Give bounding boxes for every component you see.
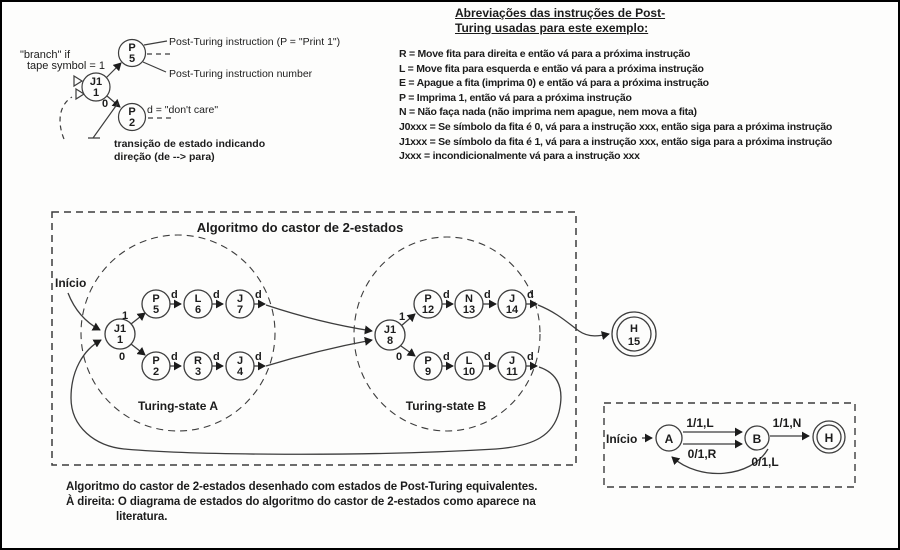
legend-node-p5-number: 5 <box>128 53 136 65</box>
legend-zero-label: 0 <box>101 98 109 110</box>
legend-callout-line-instruction <box>144 41 167 45</box>
edge-bh-label: 1/1,N <box>772 416 802 430</box>
d-label: d <box>255 289 262 301</box>
node-j1-8-number: 8 <box>386 335 394 347</box>
node-p12-letter: P <box>424 293 432 305</box>
state-diagram-labels <box>606 416 833 469</box>
abbreviation-item: J0xxx = Se símbolo da fita é 0, vá para a instrução xxx, então siga para a próxima instrução <box>399 120 833 133</box>
edge-j8-p9 <box>401 346 415 356</box>
node-j1-1-number: 1 <box>116 334 124 346</box>
abbreviations-title <box>455 6 894 36</box>
edge-ab-bottom-label: 0/1,R <box>687 447 717 461</box>
legend-node-j1-number: 1 <box>92 87 100 99</box>
node-h15-number: 15 <box>627 336 641 348</box>
node-r3-number: 3 <box>194 366 202 378</box>
edge-j7-j8 <box>266 305 372 331</box>
node-l10-number: 10 <box>462 366 476 378</box>
d-label: d <box>171 351 178 363</box>
edge-j1-p5 <box>131 313 145 324</box>
d-label: d <box>255 351 262 363</box>
turing-state-b-label: Turing-state B <box>405 399 487 413</box>
legend-transition-line1: transição de estado indicando <box>114 138 266 150</box>
state-a-label: A <box>664 432 674 446</box>
legend-figure <box>60 40 172 140</box>
node-j4-letter: J <box>236 355 244 367</box>
edge-ab-top-label: 1/1,L <box>686 416 714 430</box>
edge-j1-p2 <box>131 344 145 355</box>
legend-transition-line2: direção (de --> para) <box>114 151 215 163</box>
legend-dashed-loop-arc <box>60 97 72 139</box>
abbreviation-item: Jxxx = incondicionalmente vá para a instrução xxx <box>399 150 640 163</box>
node-l10-letter: L <box>465 355 473 367</box>
d-label: d <box>443 289 450 301</box>
abbreviation-item: J1xxx = Se símbolo da fita é 1, vá para a instrução xxx, então siga para a próxima instrução <box>399 135 833 148</box>
node-j7-letter: J <box>236 293 244 305</box>
node-p2-letter: P <box>152 355 160 367</box>
branch-1-label: 1 <box>398 311 406 323</box>
branch-0-label: 0 <box>395 351 403 363</box>
d-label: d <box>443 351 450 363</box>
d-label: d <box>213 289 220 301</box>
node-n13-number: 13 <box>462 304 476 316</box>
abbreviation-item: L = Move fita para esquerda e então vá para a próxima instrução <box>399 62 704 75</box>
main-diagram-figure <box>52 212 656 465</box>
abbreviation-item: R = Move fita para direita e então vá para a próxima instrução <box>399 48 691 60</box>
d-label: d <box>213 351 220 363</box>
d-label: d <box>484 351 491 363</box>
node-j14-letter: J <box>508 293 516 305</box>
abbreviation-item: N = Não faça nada (não imprima nem apague, nem mova a fita) <box>399 106 697 119</box>
node-h15-letter: H <box>630 323 638 335</box>
abbreviation-item: E = Apague a fita (imprima 0) e então vá para a próxima instrução <box>399 77 709 90</box>
edge-ba-label: 0/1,L <box>751 455 779 469</box>
node-p9-letter: P <box>424 355 432 367</box>
abbreviation-item: P = Imprima 1, então vá para a próxima instrução <box>399 91 632 104</box>
legend-branch-line2: tape symbol = 1 <box>27 60 105 72</box>
legend-instruction-number-label: Post-Turing instruction number <box>169 68 313 80</box>
node-p9-number: 9 <box>424 366 432 378</box>
legend-labels <box>20 36 340 163</box>
legend-instruction-label: Post-Turing instruction (P = "Print 1") <box>169 36 341 48</box>
abbreviations-list <box>399 47 894 164</box>
state-h-label: H <box>824 431 834 445</box>
node-j1-1-letter: J1 <box>113 323 127 335</box>
legend-callout-line-number <box>143 62 166 72</box>
abbreviations-title-line1: Abreviações das instruções de Post- <box>455 6 666 20</box>
algorithm-box-title: Algoritmo do castor de 2-estados <box>196 220 404 235</box>
node-j7-number: 7 <box>236 304 244 316</box>
branch-1-label: 1 <box>121 310 129 322</box>
node-l6-letter: L <box>194 293 202 305</box>
legend-branch-line1: "branch" if <box>20 49 70 61</box>
legend-node-j1-letter: J1 <box>89 76 103 88</box>
state-inicio-label: Início <box>606 432 638 446</box>
d-label: d <box>527 351 534 363</box>
legend-edge-j1-p2 <box>107 96 120 107</box>
legend-node-p2-number: 2 <box>128 117 136 129</box>
node-j14-number: 14 <box>505 304 519 316</box>
node-j4-number: 4 <box>236 366 244 378</box>
state-b-label: B <box>752 432 762 446</box>
d-label: d <box>484 289 491 301</box>
edge-j14-h15 <box>538 305 609 336</box>
node-p5-number: 5 <box>152 304 160 316</box>
caption-line3: literatura. <box>116 511 168 523</box>
open-arrowhead-icon <box>74 76 82 86</box>
abbreviations-panel <box>399 6 894 164</box>
caption-line2: À direita: O diagrama de estados do algoritmo do castor de 2-estados como aparece na <box>66 496 536 508</box>
branch-0-label: 0 <box>118 351 126 363</box>
node-p5-letter: P <box>152 293 160 305</box>
caption <box>66 480 537 525</box>
node-p12-number: 12 <box>421 304 435 316</box>
state-diagram-figure <box>604 403 855 487</box>
node-n13-letter: N <box>465 293 473 305</box>
main-diagram-labels <box>55 220 640 413</box>
node-p2-number: 2 <box>152 366 160 378</box>
node-r3-letter: R <box>194 355 202 367</box>
node-l6-number: 6 <box>194 304 202 316</box>
legend-edge-j1-p5 <box>106 63 121 78</box>
abbreviations-title-line2: Turing usadas para este exemplo: <box>455 21 649 35</box>
d-label: d <box>527 289 534 301</box>
node-j11-number: 11 <box>506 366 518 378</box>
edge-inicio-j1 <box>68 293 100 330</box>
turing-state-a-label: Turing-state A <box>138 399 218 413</box>
legend-node-p5-letter: P <box>128 42 136 54</box>
legend-dont-care-label: d = "don't care" <box>147 104 219 116</box>
legend-node-p2-letter: P <box>128 106 136 118</box>
node-j1-8-letter: J1 <box>383 324 397 336</box>
caption-line1: Algoritmo do castor de 2-estados desenhado com estados de Post-Turing equivalentes. <box>66 481 538 493</box>
node-j11-letter: J <box>508 355 516 367</box>
inicio-label: Início <box>55 276 87 290</box>
d-label: d <box>171 289 178 301</box>
